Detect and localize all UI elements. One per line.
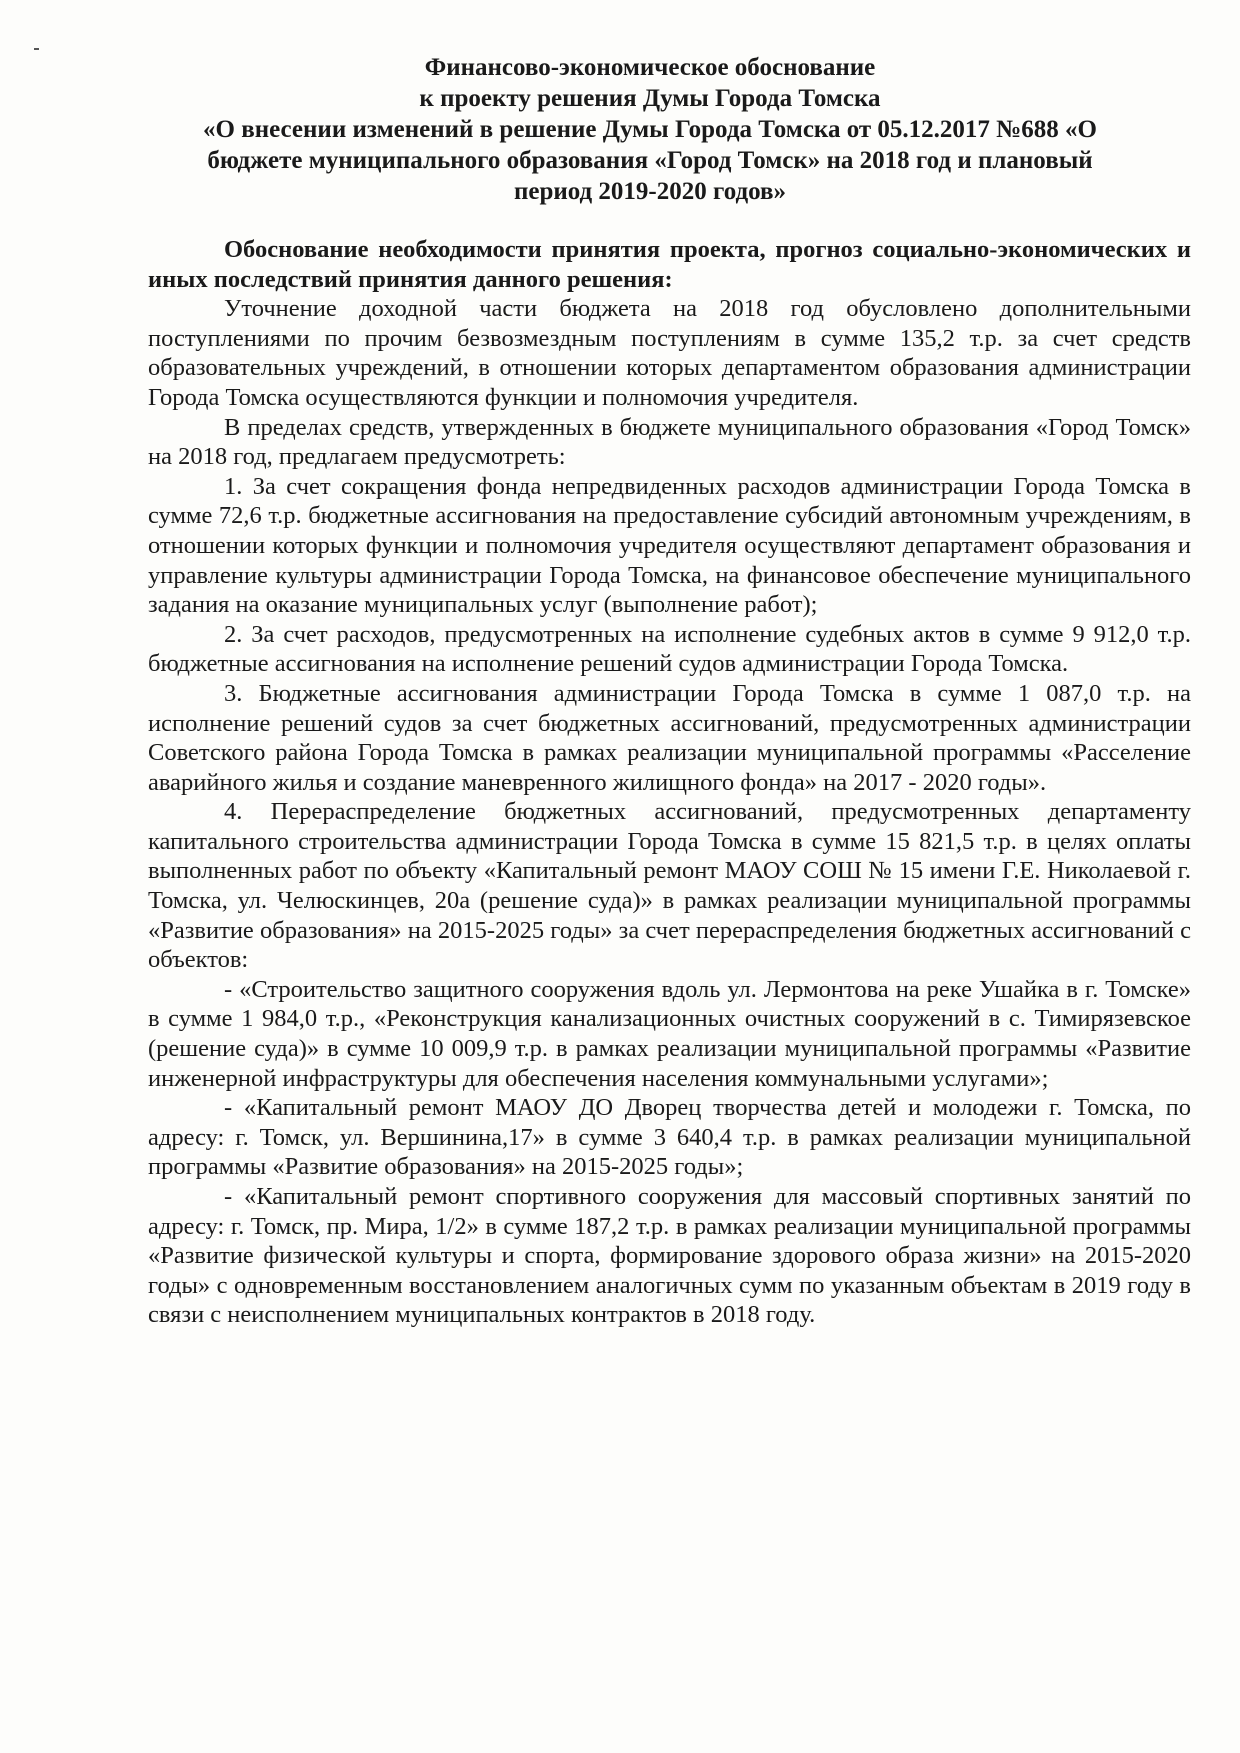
dash-item-1: - «Строительство защитного сооружения вдоль ул. Лермонтова на реке Ушайка в г. Томске» в сумме 1 984,0 т.р., «Реконструкция канализационных очистных сооружений в с. Тимирязевское (решение суда)» в сумме 10 009,9 т.р. в рамках реализации муниципальной программы «Развитие инженерной инфраструктуры для обеспечения населения коммунальными услугами»;	[148, 975, 1191, 1092]
list-item-2: 2. За счет расходов, предусмотренных на исполнение судебных актов в сумме 9 912,0 т.р. бюджетные ассигнования на исполнение решений судов администрации Города Томска.	[148, 620, 1191, 678]
document-body	[148, 235, 1191, 1330]
document-title	[150, 52, 1150, 207]
section-heading: Обоснование необходимости принятия проекта, прогноз социально-экономических и иных последствий принятия данного решения:	[148, 236, 1191, 293]
list-item-4: 4. Перераспределение бюджетных ассигнований, предусмотренных департаменту капитального строительства администрации Города Томска в сумме 15 821,5 т.р. в целях оплаты выполненных работ по объекту «Капитальный ремонт МАОУ СОШ № 15 имени Г.Е. Николаевой г. Томска, ул. Челюскинцев, 20а (решение суда)» в рамках реализации муниципальной программы «Развитие образования» на 2015-2025 годы» за счет перераспределения бюджетных ассигнований с объектов:	[148, 798, 1191, 974]
title-line: «О внесении изменений в решение Думы Города Томска от 05.12.2017 №688 «О	[203, 116, 1097, 143]
title-line: бюджете муниципального образования «Город Томск» на 2018 год и плановый	[207, 147, 1093, 174]
list-item-1: 1. За счет сокращения фонда непредвиденных расходов администрации Города Томска в сумме 72,6 т.р. бюджетные ассигнования на предоставление субсидий автономным учреждениям, в отношении которых функции и полномочия учредителя осуществляют департамент образования и управление культуры администрации Города Томска, на финансовое обеспечение муниципального задания на оказание муниципальных услуг (выполнение работ);	[148, 472, 1191, 619]
paragraph-income: Уточнение доходной части бюджета на 2018 год обусловлено дополнительными поступлениями по прочим безвозмездным поступлениям в сумме 135,2 т.р. за счет средств образовательных учреждений, в отношении которых департаментом образования администрации Города Томска осуществляются функции и полномочия учредителя.	[148, 295, 1191, 411]
dash-item-2: - «Капитальный ремонт МАОУ ДО Дворец творчества детей и молодежи г. Томска, по адресу: г. Томск, ул. Вершинина,17» в сумме 3 640,4 т.р. в рамках реализации муниципальной программы «Развитие образования» на 2015-2025 годы»;	[148, 1094, 1191, 1181]
list-item-3: 3. Бюджетные ассигнования администрации Города Томска в сумме 1 087,0 т.р. на исполнение решений судов за счет бюджетных ассигнований, предусмотренных администрации Советского района Города Томска в рамках реализации муниципальной программы «Расселение аварийного жилья и создание маневренного жилищного фонда» на 2017 - 2020 годы».	[148, 679, 1191, 796]
paragraph-intro: В пределах средств, утвержденных в бюджете муниципального образования «Город Томск» на 2018 год, предлагаем предусмотреть:	[148, 413, 1191, 471]
title-line: к проекту решения Думы Города Томска	[419, 85, 881, 112]
scan-mark	[34, 48, 39, 50]
dash-item-3: - «Капитальный ремонт спортивного сооружения для массовый спортивных занятий по адресу: г. Томск, пр. Мира, 1/2» в сумме 187,2 т.р. в рамках реализации муниципальной программы «Развитие физической культуры и спорта, формирование здорового образа жизни» на 2015-2020 годы» с одновременным восстановлением аналогичных сумм по указанным объектам в 2019 году в связи с неисполнением муниципальных контрактов в 2018 году.	[148, 1183, 1191, 1329]
title-line: Финансово-экономическое обоснование	[424, 54, 876, 81]
title-line: период 2019-2020 годов»	[513, 178, 787, 205]
